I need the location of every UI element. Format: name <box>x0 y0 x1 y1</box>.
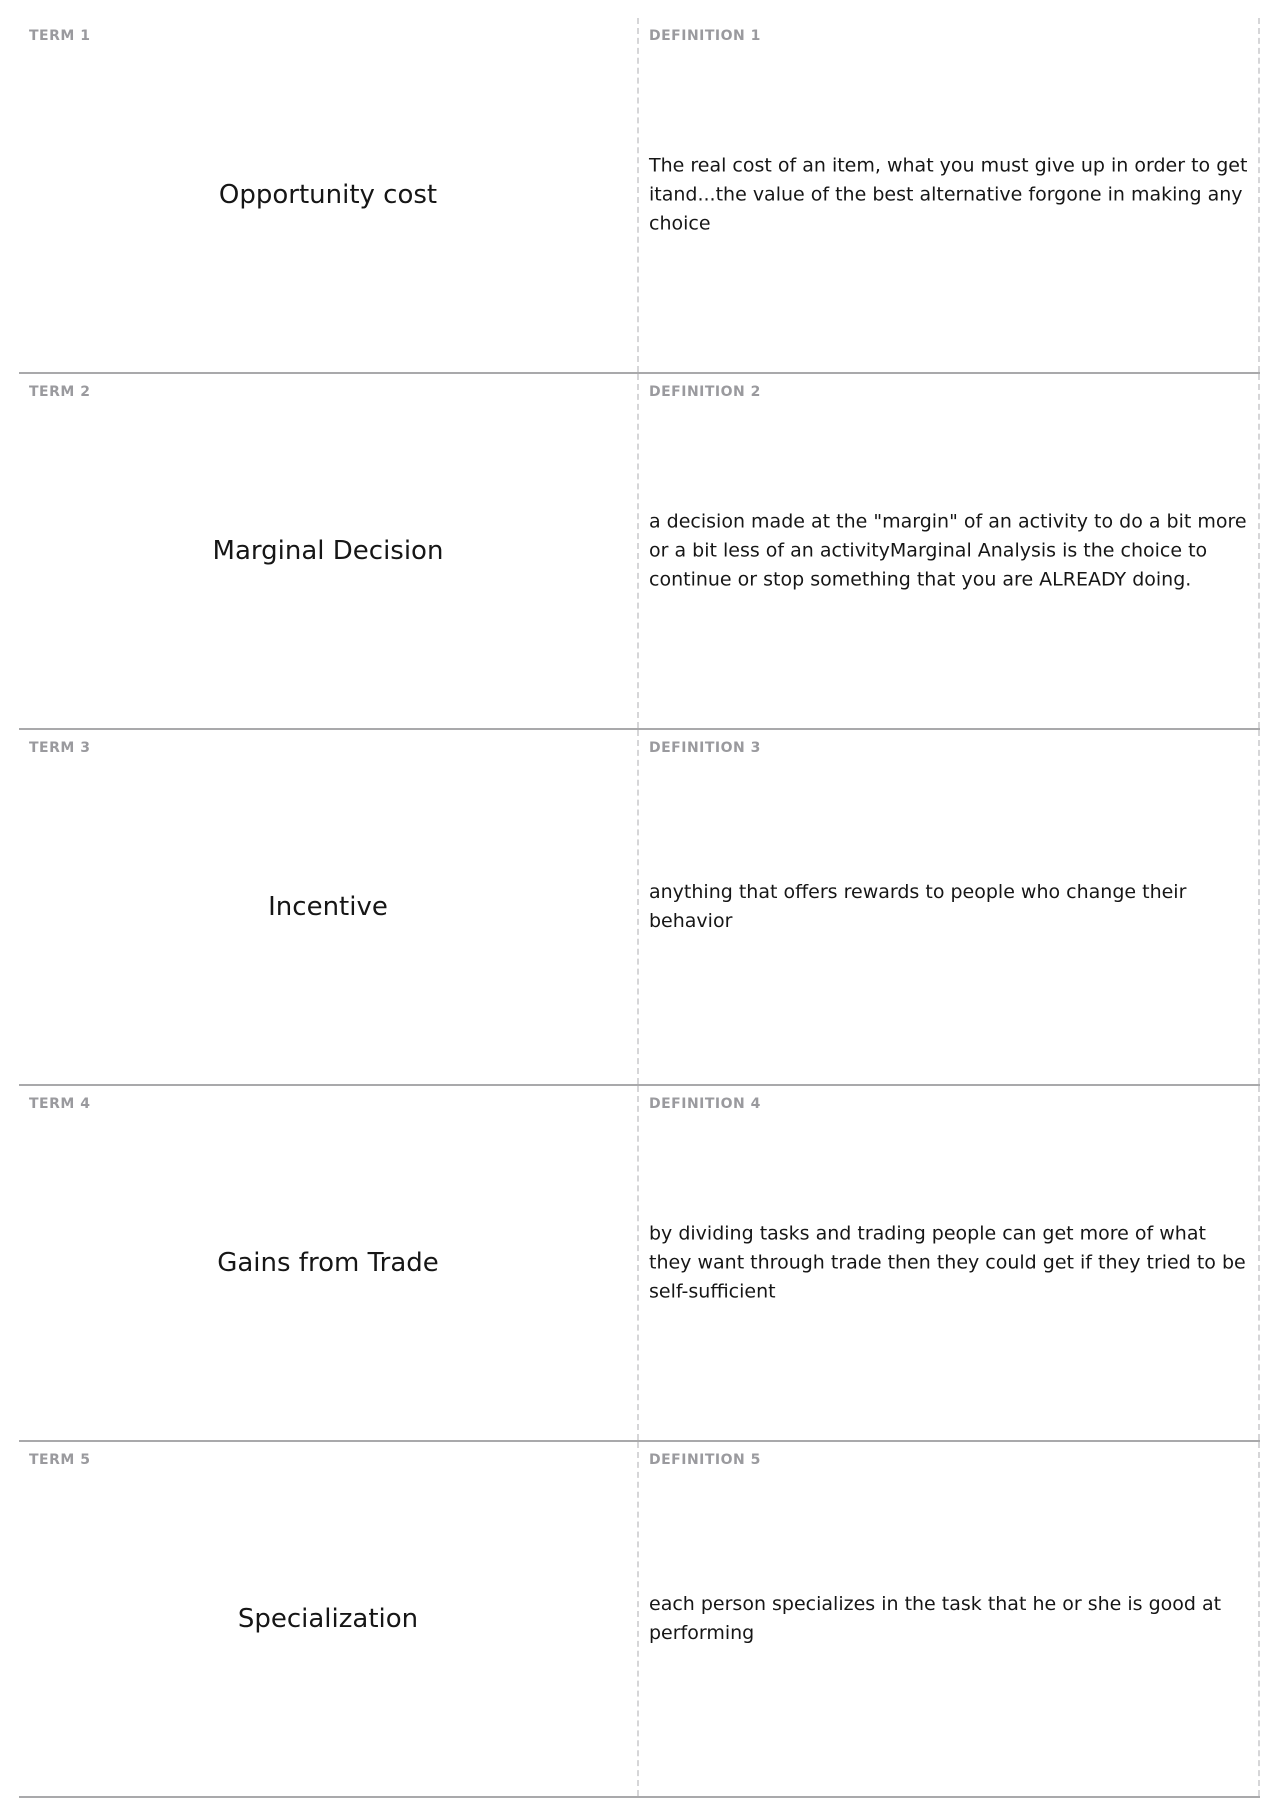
definition-label: DEFINITION 5 <box>649 1452 761 1468</box>
term-label: TERM 5 <box>29 1452 91 1468</box>
flashcard-row <box>19 374 1260 730</box>
definition-cell <box>639 730 1260 1084</box>
flashcard-row <box>19 1442 1260 1798</box>
definition-label: DEFINITION 1 <box>649 28 761 44</box>
definition-text: The real cost of an item, what you must give up in order to get itand...the value of the best alternative forgone in making any choice <box>649 154 1248 235</box>
term-text: Marginal Decision <box>212 536 444 566</box>
flashcard-row <box>19 730 1260 1086</box>
term-text: Incentive <box>268 892 388 922</box>
definition-text: by dividing tasks and trading people can get more of what they want through trade then they could get if they tried to be self-sufficient <box>649 1222 1246 1303</box>
term-label: TERM 3 <box>29 740 91 756</box>
definition-label: DEFINITION 2 <box>649 384 761 400</box>
flashcard-sheet <box>19 18 1260 1798</box>
term-cell <box>19 1086 639 1440</box>
definition-cell <box>639 1442 1260 1796</box>
definition-label: DEFINITION 3 <box>649 740 761 756</box>
definition-cell <box>639 18 1260 372</box>
term-label: TERM 1 <box>29 28 91 44</box>
term-label: TERM 4 <box>29 1096 91 1112</box>
term-text: Specialization <box>237 1604 419 1634</box>
flashcard-row <box>19 1086 1260 1442</box>
term-cell <box>19 1442 639 1796</box>
term-cell <box>19 374 639 728</box>
term-text: Opportunity cost <box>218 180 438 210</box>
definition-text: each person specializes in the task that he or she is good at performing <box>649 1593 1222 1644</box>
definition-text: a decision made at the "margin" of an activity to do a bit more or a bit less of an activityMarginal Analysis is the choice to continue or stop something that you are ALREADY doing. <box>649 510 1247 591</box>
term-cell <box>19 18 639 372</box>
term-label: TERM 2 <box>29 384 91 400</box>
term-text: Gains from Trade <box>217 1248 439 1278</box>
definition-label: DEFINITION 4 <box>649 1096 761 1112</box>
definition-cell <box>639 374 1260 728</box>
flashcard-row <box>19 18 1260 374</box>
term-cell <box>19 730 639 1084</box>
definition-cell <box>639 1086 1260 1440</box>
definition-text: anything that offers rewards to people who change their behavior <box>649 881 1187 932</box>
